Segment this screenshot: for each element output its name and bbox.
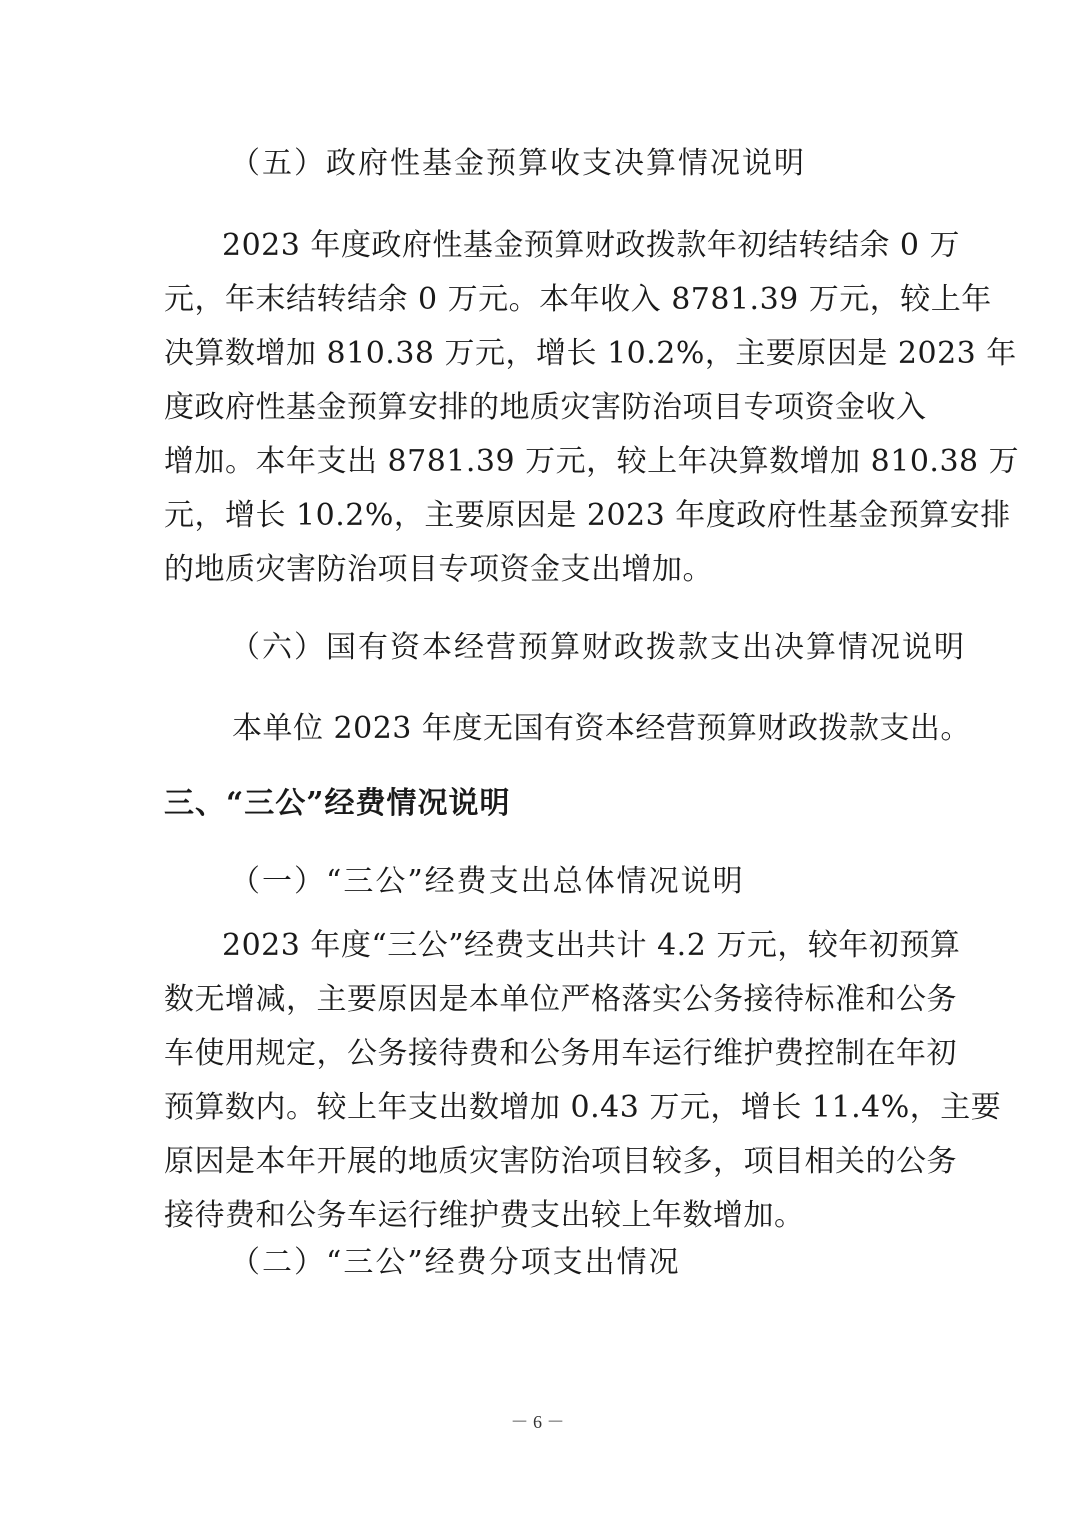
paragraph-line: 度政府性基金预算安排的地质灾害防治项目专项资金收入 — [164, 390, 927, 425]
paragraph-line: 车使用规定，公务接待费和公务用车运行维护费控制在年初 — [164, 1036, 957, 1071]
section-heading-6: （六）国有资本经营预算财政拨款支出决算情况说明 — [230, 630, 966, 665]
paragraph-line: 本单位 2023 年度无国有资本经营预算财政拨款支出。 — [232, 711, 971, 746]
page-number: － 6 － — [510, 1412, 565, 1432]
paragraph-line: 元，年末结转结余 0 万元。本年收入 8781.39 万元，较上年 — [164, 282, 992, 317]
paragraph-line: 2023 年度“三公”经费支出共计 4.2 万元，较年初预算 — [222, 928, 961, 963]
paragraph-line: 接待费和公务车运行维护费支出较上年数增加。 — [164, 1198, 805, 1233]
subsection-heading-2: （二）“三公”经费分项支出情况 — [230, 1245, 681, 1280]
paragraph-line: 数无增减，主要原因是本单位严格落实公务接待标准和公务 — [164, 982, 957, 1017]
paragraph-line: 决算数增加 810.38 万元，增长 10.2%，主要原因是 2023 年 — [164, 336, 1017, 371]
paragraph-line: 预算数内。较上年支出数增加 0.43 万元，增长 11.4%，主要 — [164, 1090, 1002, 1125]
paragraph-line: 的地质灾害防治项目专项资金支出增加。 — [164, 552, 713, 587]
paragraph-line: 原因是本年开展的地质灾害防治项目较多，项目相关的公务 — [164, 1144, 957, 1179]
paragraph-line: 增加。本年支出 8781.39 万元，较上年决算数增加 810.38 万 — [164, 444, 1020, 479]
part-heading-3: 三、“三公”经费情况说明 — [164, 786, 511, 821]
section-heading-5: （五）政府性基金预算收支决算情况说明 — [230, 146, 806, 181]
subsection-heading-1: （一）“三公”经费支出总体情况说明 — [230, 864, 745, 899]
paragraph-line: 元，增长 10.2%，主要原因是 2023 年度政府性基金预算安排 — [164, 498, 1011, 533]
paragraph-line: 2023 年度政府性基金预算财政拨款年初结转结余 0 万 — [222, 228, 961, 263]
